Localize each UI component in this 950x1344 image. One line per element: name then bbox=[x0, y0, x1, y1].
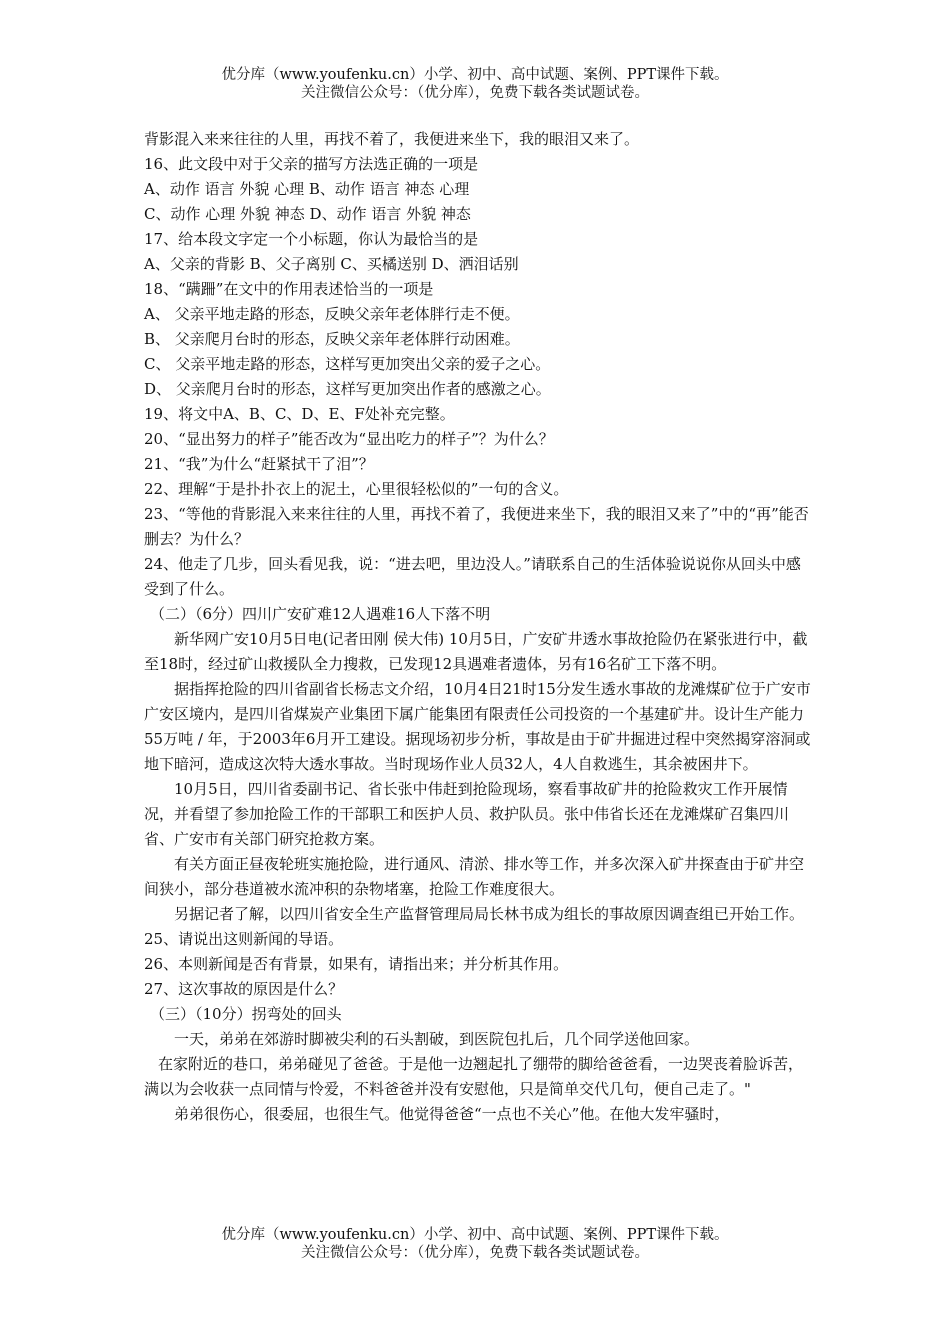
section-3-title: （三）（10分）拐弯处的回头 bbox=[150, 1005, 342, 1023]
question-24: 24、他走了几步，回头看见我，说：“进去吧，里边没人。”请联系自己的生活体验说说你从回头中感受到了什么。 bbox=[144, 555, 801, 598]
footer-line-2: 关注微信公众号：（优分库），免费下载各类试题试卷。 bbox=[301, 1245, 649, 1261]
section-2-title: （二）（6分）四川广安矿难12人遇难16人下落不明 bbox=[150, 605, 491, 623]
passage-end: 背影混入来来往往的人里，再找不着了，我便进来坐下，我的眼泪又来了。 bbox=[144, 130, 640, 148]
question-16-options-ab: A、动作 语言 外貌 心理 B、动作 语言 神态 心理 bbox=[144, 180, 470, 198]
question-19: 19、将文中A、B、C、D、E、F处补充完整。 bbox=[144, 405, 455, 423]
question-17-options: A、父亲的背影 B、父子离别 C、买橘送别 D、洒泪话别 bbox=[144, 255, 519, 273]
question-22: 22、理解“于是扑扑衣上的泥土，心里很轻松似的”一句的含义。 bbox=[144, 480, 569, 498]
question-23: 23、“等他的背影混入来来往往的人里，再找不着了，我便进来坐下，我的眼泪又来了”中的“再”能否删去？为什么？ bbox=[144, 505, 809, 548]
page-header bbox=[0, 66, 950, 102]
news-paragraph-5: 另据记者了解，以四川省安全生产监督管理局局长林书成为组长的事故原因调查组已开始工作。 bbox=[174, 905, 805, 923]
news-paragraph-2: 据指挥抢险的四川省副省长杨志文介绍，10月4日21时15分发生透水事故的龙滩煤矿位于广安市广安区境内，是四川省煤炭产业集团下属广能集团有限责任公司投资的一个基建矿井。设计生产能力55万吨 / 年，于2003年6月开工建设。据现场初步分析，事故是由于矿井掘进过程中突然揭穿溶洞或地下暗河，造成这次特大透水事故。当时现场作业人员32人，4人自救逃生，其余被困井下。 bbox=[144, 680, 811, 773]
question-18-option-a: A、 父亲平地走路的形态，反映父亲年老体胖行走不便。 bbox=[144, 305, 520, 323]
question-20: 20、“显出努力的样子”能否改为“显出吃力的样子”？为什么？ bbox=[144, 430, 554, 448]
question-18-option-b: B、 父亲爬月台时的形态，反映父亲年老体胖行动困难。 bbox=[144, 330, 520, 348]
news-paragraph-1: 新华网广安10月5日电(记者田刚 侯大伟) 10月5日，广安矿井透水事故抢险仍在紧张进行中，截至18时，经过矿山救援队全力搜救，已发现12具遇难者遗体，另有16名矿工下落不明。 bbox=[144, 630, 808, 673]
header-line-1: 优分库（www.youfenku.cn）小学、初中、高中试题、案例、PPT课件下载。 bbox=[221, 67, 729, 83]
question-25: 25、请说出这则新闻的导语。 bbox=[144, 930, 344, 948]
header-line-2: 关注微信公众号：（优分库），免费下载各类试题试卷。 bbox=[301, 85, 649, 101]
question-17: 17、给本段文字定一个小标题，你认为最恰当的是 bbox=[144, 230, 479, 248]
page-footer bbox=[0, 1226, 950, 1262]
story-paragraph-1: 一天，弟弟在郊游时脚被尖利的石头割破，到医院包扎后，几个同学送他回家。 bbox=[174, 1030, 700, 1048]
story-paragraph-2: 在家附近的巷口，弟弟碰见了爸爸。于是他一边翘起扎了绷带的脚给爸爸看，一边哭丧着脸诉苦，满以为会收获一点同情与怜爱，不料爸爸并没有安慰他，只是简单交代几句，便自己走了。" bbox=[144, 1055, 804, 1098]
news-paragraph-4: 有关方面正昼夜轮班实施抢险，进行通风、清淤、排水等工作，并多次深入矿井探查由于矿井空间狭小，部分巷道被水流冲积的杂物堵塞，抢险工作难度很大。 bbox=[144, 855, 805, 898]
document-body bbox=[144, 127, 812, 1127]
question-16: 16、此文段中对于父亲的描写方法选正确的一项是 bbox=[144, 155, 479, 173]
footer-line-1: 优分库（www.youfenku.cn）小学、初中、高中试题、案例、PPT课件下载。 bbox=[221, 1227, 729, 1243]
question-21: 21、“我”为什么“赶紧拭干了泪”？ bbox=[144, 455, 374, 473]
news-paragraph-3: 10月5日，四川省委副书记、省长张中伟赶到抢险现场，察看事故矿井的抢险救灾工作开展情况，并看望了参加抢险工作的干部职工和医护人员、救护队员。张中伟省长还在龙滩煤矿召集四川省、广安市有关部门研究抢救方案。 bbox=[144, 780, 790, 848]
question-18-option-d: D、 父亲爬月台时的形态，这样写更加突出作者的感激之心。 bbox=[144, 380, 551, 398]
question-18: 18、“蹒跚”在文中的作用表述恰当的一项是 bbox=[144, 280, 434, 298]
question-18-option-c: C、 父亲平地走路的形态，这样写更加突出父亲的爱子之心。 bbox=[144, 355, 551, 373]
question-27: 27、这次事故的原因是什么？ bbox=[144, 980, 344, 998]
question-26: 26、本则新闻是否有背景，如果有，请指出来；并分析其作用。 bbox=[144, 955, 569, 973]
question-16-options-cd: C、动作 心理 外貌 神态 D、动作 语言 外貌 神态 bbox=[144, 205, 471, 223]
story-paragraph-3: 弟弟很伤心，很委屈，也很生气。他觉得爸爸“一点也不关心”他。在他大发牢骚时， bbox=[174, 1105, 730, 1123]
